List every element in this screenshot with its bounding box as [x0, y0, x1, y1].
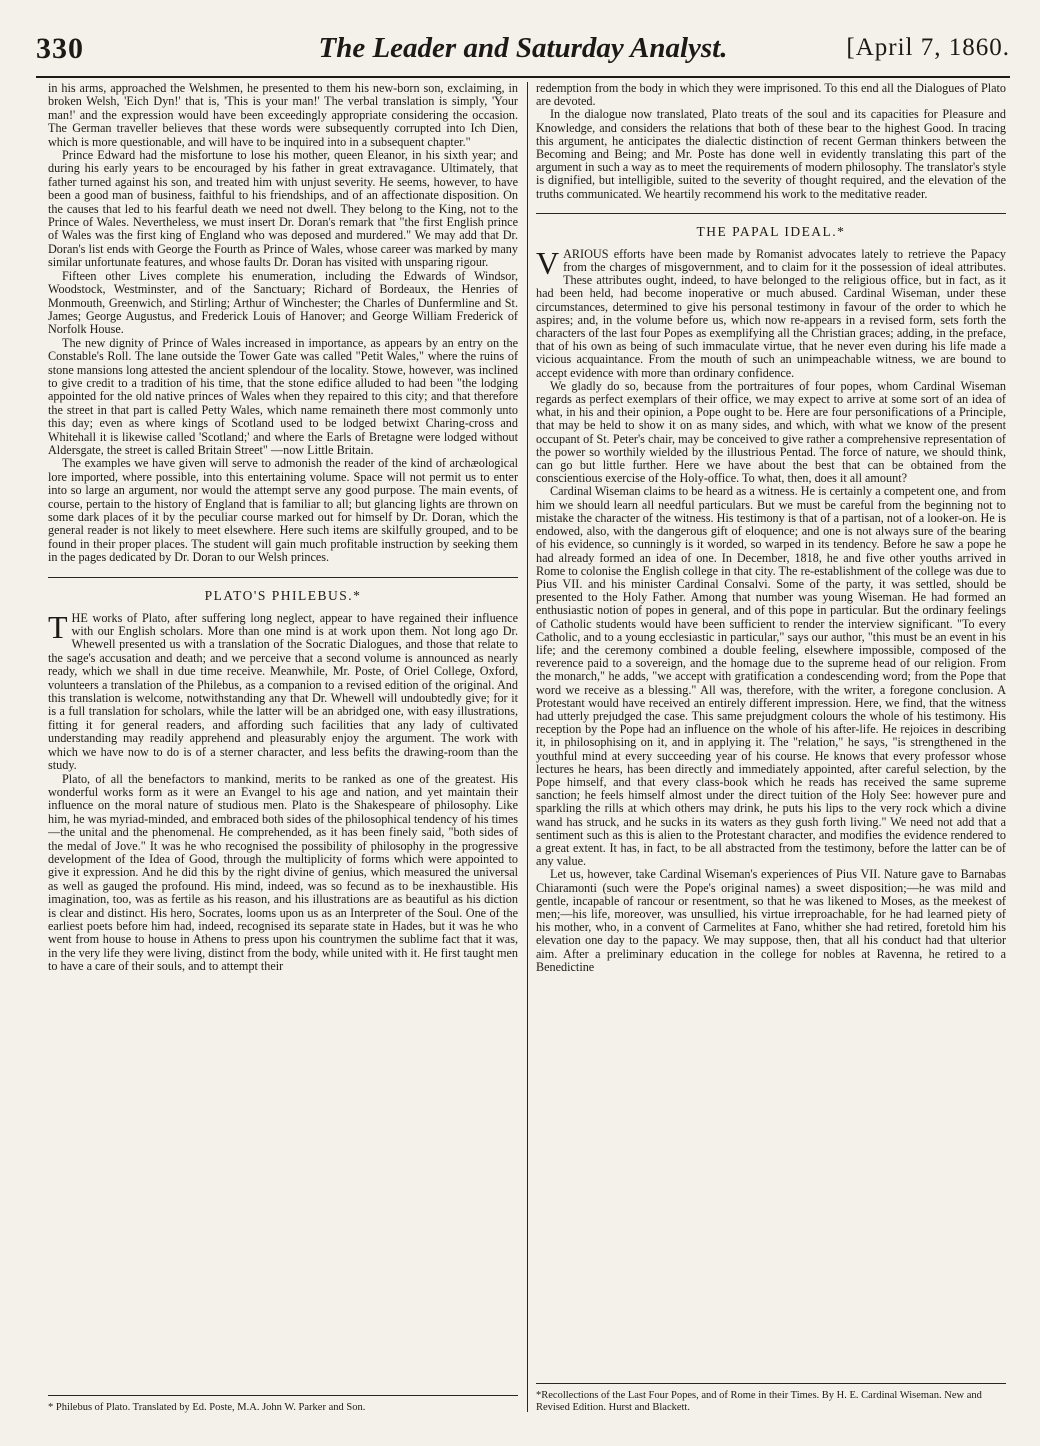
- right-paragraph-2: In the dialogue now translated, Plato treats of the soul and its capacities for Pleasure and Knowledge, and considers the relations that both of these bear to the highest Good. In tracing this argument, he anticipates the dialectic distinction of recent German thinkers between the Becoming and Being; and Mr. Poste has done well in evidently translating this part of the argument in such a way as to meet the requirements of modern philosophy. The translator's style is dignified, but intelligible, suited to the severity of thought required, and the elevation of the truths communicated. We heartily recommend his work to the meditative reader.: [536, 107, 1006, 201]
- drop-cap: T: [48, 608, 68, 645]
- issue-date: [April 7, 1860.: [846, 34, 1010, 61]
- right-footnote: *Recollections of the Last Four Popes, and of Rome in their Times. By H. E. Cardinal Wiseman. New and Revised Edition. Hurst and Blackett.: [536, 1383, 1006, 1414]
- philebus-paragraph-2: Plato, of all the benefactors to mankind, merits to be ranked as one of the greatest. His wonderful works form as it were an Evangel to his age and nation, and yet maintain their influence on the moral nature of studious men. Plato is the Shakespeare of philosophy. Like him, he was myriad-minded, and embraced both sides of the philosophical tendency of his times—the unital and the phenomenal. He comprehended, as it has been finely said, "both sides of the medal of Jove." It was he who recognised the possibility of philosophy in the progressive development of the Idea of Good, through the multiplicity of forms which were appointed to give it expression. And he did this by the right divine of genius, which measured the universal as well as gauged the profound. His mind, indeed, was so fecund as to be inexhaustible. His imagination, too, was as fertile as his reason, and his illustrations are as beautiful as his diction is clear and distinct. His hero, Socrates, looms upon us as an Interpreter of the Soul. One of the earliest poets before him had, indeed, recognised its separate state in Hades, but it was he who went from house to house in Athens to press upon his countrymen the sublime fact that it was, in the very life they were living, distinct from the body, while united with it. He first taught men to have a care of their souls, and to attempt their: [48, 771, 518, 974]
- left-paragraph-5: The examples we have given will serve to admonish the reader of the kind of archæological lore imported, where possible, into this entertaining volume. Space will not permit us to enter into so large an argument, nor would the attempt serve any good purpose. The main events, of course, pertain to the history of England that is familiar to all; but glancing lights are thrown on some dark places of it by the peculiar course marked out for himself by Dr. Doran, which the general reader is not likely to meet elsewhere. Here such items are skilfully grouped, and to be found in their proper places. The student will gain much profitable instruction by seeking them in the pages dedicated by Dr. Doran to our Welsh princes.: [48, 456, 518, 565]
- section-rule: [536, 213, 1006, 214]
- drop-cap: V: [536, 244, 560, 281]
- left-paragraph-4: The new dignity of Prince of Wales increased in importance, as appears by an entry on the Constable's Roll. The lane outside the Tower Gate was called "Petit Wales," where the ruins of stone mansions long attested the ancient splendour of the locality. Stowe, however, was inclined to give credit to a tradition of his time, that the stone edifice alluded to had been "the lodging appointed for the old native princes of Wales when they repaired to this city; and that therefore the street in that part is called Petty Wales, which name remaineth there most commonly unto this day; even as where kings of Scotland used to be lodged betwixt Charing-cross and Whitehall it is likewise called 'Scotland;' and where the Earls of Bretagne were lodged without Aldersgate, the street is called Britain Street" —now Little Britain.: [48, 335, 518, 457]
- papal-paragraph-4: Let us, however, take Cardinal Wiseman's experiences of Pius VII. Nature gave to Barnabas Chiaramonti (such were the Pope's original names) a sweet disposition;—he was mild and gentle, incapable of rancour or resentment, so that he was likened to Moses, as the meekest of men;—his life, moreover, was unsullied, his virtue irreproachable, for he had learned piety of his mother, who, in a convent of Carmelites at Fano, whither she had retired, foretold him his elevation one day to the papacy. We may suppose, then, that all his conduct had that ulterior aim. After a preliminary education in the college for nobles at Ravenna, he retired to a Benedictine: [536, 867, 1006, 974]
- left-column: [48, 82, 518, 1414]
- left-paragraph-1: in his arms, approached the Welshmen, he presented to them his new-born son, exclaiming, in broken Welsh, 'Eich Dyn!' that is, 'This is your man!' The verbal translation is simply, 'Your man!' and the expression would have been exceedingly appropriate considering the occasion. The German traveller believes that these words were subsequently corrupted into Ich Dien, which is more questionable, and will have to be inquired into in a subsequent chapter.": [48, 82, 518, 149]
- philebus-paragraph-1-text: HE works of Plato, after suffering long neglect, appear to have regained their influence with our English scholars. More than one mind is at work upon them. Not long ago Dr. Whewell presented us with a translation of the Socratic Dialogues, and those that relate to the sage's accusation and death; and we perceive that a second volume is announced as nearly ready, which we shall in due time receive. Meanwhile, Mr. Poste, of Oriel College, Oxford, volunteers a translation of the Philebus, as a companion to a revised edition of the original. And this translation is welcome, notwithstanding any that Dr. Whewell will undoubtedly give; for it is a full translation for scholars, while the latter will be an abridged one, with easy illustrations, fitting it for general readers, and affording such facilities that any lady of cultivated understanding may readily apprehend and pleasurably enjoy the argument. The work with which we have now to do is of a sterner character, and less befits the drawing-room than the study.: [48, 610, 518, 773]
- article-heading-papal-ideal: THE PAPAL IDEAL.*: [696, 223, 846, 239]
- left-paragraph-3: Fifteen other Lives complete his enumeration, including the Edwards of Windsor, Woodstock, Westminster, and of the Sanctuary; Richard of Bordeaux, the Henries of Monmouth, Greenwich, and Stirling; Arthur of Winchester; the Charles of Dunfermline and St. James; George Augustus, and Frederick Louis of Hanover; and George William Frederick of Norfolk House.: [48, 268, 518, 337]
- section-rule: [48, 577, 518, 578]
- left-footnote: * Philebus of Plato. Translated by Ed. Poste, M.A. John W. Parker and Son.: [48, 1395, 518, 1414]
- papal-paragraph-2: We gladly do so, because from the portraitures of four popes, whom Cardinal Wiseman regards as perfect exemplars of their office, we may expect to arrive at some sort of an idea of what, in his and their opinion, a Pope ought to be. Here are four personifications of a Principle, that may be held to show it on as many sides, and which, with what we know of the present occupant of St. Peter's chair, may be conceived to give rather a comprehensive representation of the power so worthily wielded by the illustrious Pentad. The force of nature, we should think, can go but little further. Here we have about the best that can be obtained from the conscientious exercise of the Holy-office. To what, then, does it all amount?: [536, 378, 1006, 486]
- article-heading-philebus: PLATO'S PHILEBUS.*: [204, 587, 362, 603]
- masthead: [36, 30, 1010, 78]
- publication-title: The Leader and Saturday Analyst.: [318, 32, 728, 64]
- right-column: [536, 82, 1006, 1414]
- papal-paragraph-1-text: ARIOUS efforts have been made by Romanist advocates lately to retrieve the Papacy from the charges of misgovernment, and to claim for it the possession of ideal attributes. These attributes ought, indeed, to have belonged to the religious office, but in fact, as it had been held, had become inoperative or much abused. Cardinal Wiseman, under these circumstances, determined to give his personal testimony in favour of the order to which he aspires; and, in the volume before us, which now re-appears in a revised form, sets forth the characters of the last four Popes as exemplifying all the Christian graces; adding, in the preface, that of his own as being of such immaculate virtue, that he never even during his life made a vicious acquaintance. From the mouth of such an unimpeachable witness, we are bound to accept evidence with more than ordinary confidence.: [536, 246, 1006, 380]
- philebus-paragraph-1: [48, 608, 518, 773]
- page-number: 330: [36, 32, 84, 65]
- right-paragraph-1: redemption from the body in which they were imprisoned. To this end all the Dialogues of Plato are devoted.: [536, 82, 1006, 109]
- papal-paragraph-1: [536, 244, 1006, 380]
- column-divider: [527, 82, 528, 1412]
- left-paragraph-2: Prince Edward had the misfortune to lose his mother, queen Eleanor, in his sixth year; and during his early years to be encouraged by his father in great extravagance. Ultimately, that father turned against his son, and treated him with unjust severity. He seems, however, to have been a good man of business, faithful to his friendships, and of an affectionate disposition. On the causes that led to his fearful death we need not dwell. They belong to the King, not to the Prince of Wales. Nevertheless, we must insert Dr. Doran's remark that "the first English prince of Wales was the first king of England who was deposed and murdered." We may add that Dr. Doran's list ends with George the Fourth as Prince of Wales, whose career was marked by many similar unfortunate features, and whose faults Dr. Doran has visited with unsparing rigour.: [48, 148, 518, 270]
- papal-paragraph-3: Cardinal Wiseman claims to be heard as a witness. He is certainly a competent one, and from him we should learn all needful particulars. But we must be careful from the beginning not to mistake the character of the witness. His testimony is that of a partisan, not of a looker-on. He is endowed, also, with the dangerous gift of eloquence; and one is not always sure of the bearing of his evidence, so cunningly is it worded, so warped in its tendency. Before he saw a pope he had already formed an idea of one. In December, 1818, he and five other youths arrived in Rome to colonise the English college in that city. The re-establishment of the college was due to Pius VII. and his minister Cardinal Consalvi. Some of the party, it was settled, should be presented to the Holy Father. Among that number was young Wiseman. He had formed an enthusiastic notion of popes in general, and of this pope in particular. But the ordinary feelings of Catholic students would have been sufficient to render the interview significant. "To every Catholic, and to a young ecclesiastic in particular," says our author, "this must be an event in his life; and the ceremony combined a double feeling, elsewhere impossible, composed of the reverence paid to a sovereign, and the homage due to the supreme head of our religion. From the monarch," he adds, "we accept with gratification a condescending word; from the Pope that word we receive as a blessing." All was, therefore, with the writer, a foregone conclusion. A Protestant would have received an entirely different impression. Here, we find, that the witness had utterly prejudged the case. This same prejudgment colours the whole of his testimony. His reception by the Pope had an influence on the whole of his after-life. He rejoices in describing it, in philosophising on it, and in applying it. The "relation," he says, "is strengthened in the youthful mind at every succeeding year of his course. He knows that every professor whose lectures he hears, has been directly and immediately appointed, after careful selection, by the Pope himself, and that every class-book which he reads has received the same supreme sanction; he feels himself almost under the direct tuition of the Holy See: however pure and sparkling the rills at which others may drink, he puts his lips to the very rock which a divine wand has struck, and he sucks in its waters as they gush forth living." We need not add that a sentiment such as this is alien to the Protestant character, and modifies the evidence rendered to a great extent. It has, in fact, to be all abstracted from the testimony, before the latter can be of any value.: [536, 484, 1006, 869]
